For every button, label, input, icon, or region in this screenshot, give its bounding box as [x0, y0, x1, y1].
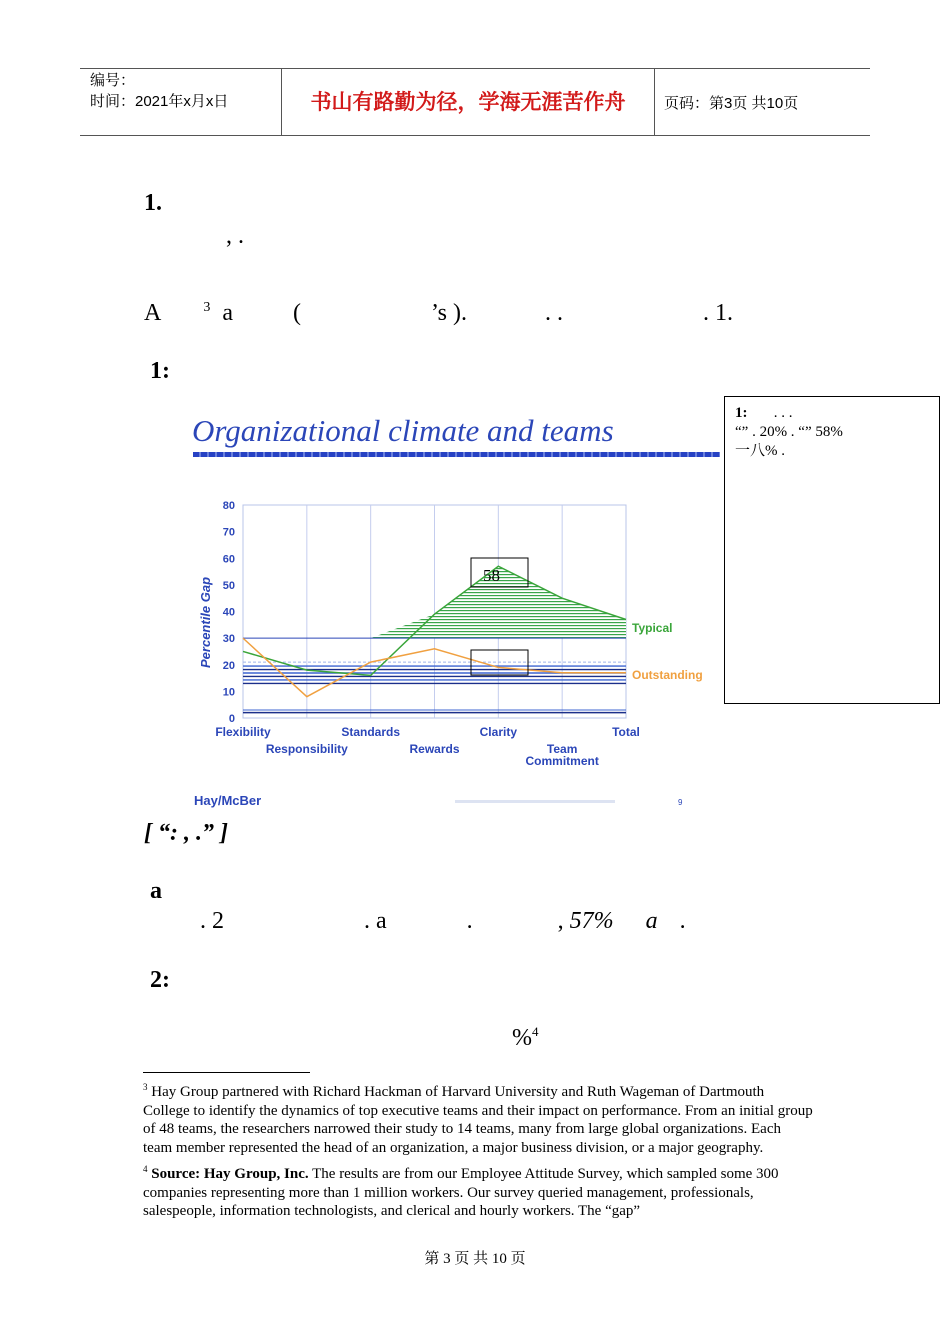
side-note-label: 1: — [735, 405, 748, 421]
header-motto: 书山有路勤为径，学海无涯苦作舟 — [310, 90, 626, 114]
header-number-label: 编号： — [90, 72, 136, 89]
footnote-text: The results are from our Employee Attitude Survey, which sampled some 300 companies representing more than 1 million workers. Our survey queried management, professionals, salespeople, information technologists, and clerical and hourly workers. The “gap” — [143, 1166, 779, 1219]
x-tick-label: Standards — [341, 725, 401, 739]
x-tick-label: Commitment — [525, 754, 599, 768]
x-tick-label: Flexibility — [215, 725, 271, 739]
body-line: , . — [226, 223, 244, 249]
header-bottom-rule — [80, 135, 870, 136]
page-footer: 第 3 页 共 10 页 — [424, 1251, 526, 1267]
body-text: . 2 — [200, 908, 224, 934]
y-tick-label: 30 — [222, 633, 235, 646]
y-tick-label: 20 — [222, 659, 235, 672]
legend-label-typical: Typical — [632, 621, 673, 635]
body-text: a — [222, 300, 233, 326]
body-text: 57% — [569, 908, 614, 934]
legend-label-outstanding: Outstanding — [632, 668, 703, 682]
y-axis-ticks — [223, 500, 235, 725]
body-text: % — [512, 1025, 532, 1051]
footnotes — [143, 1078, 813, 1224]
footnote-number: 4 — [143, 1164, 148, 1174]
header-time-label: 时间：2021年x月x日 — [90, 93, 229, 110]
footnote-number: 3 — [143, 1082, 148, 1092]
footnote — [143, 1078, 813, 1157]
chart-title: Organizational climate and teams — [192, 413, 614, 448]
body-text: . a — [364, 908, 387, 934]
para-heading: a — [150, 878, 162, 904]
body-text: . — [466, 908, 473, 934]
body-line — [512, 1024, 539, 1052]
body-text: ( — [293, 300, 301, 326]
section-heading: 1. — [144, 190, 162, 216]
footnote-text: Hay Group partnered with Richard Hackman of Harvard University and Ruth Wageman of Dartmouth College to identify the dynamics of top executive teams and their impact on performance. From an initial group of 48 teams, the researchers narrowed their study to 14 teams, many from large global organizations. Each team member represented the head of an organization, a major business division, or a major geography. — [143, 1084, 813, 1156]
x-tick-label: Clarity — [479, 725, 518, 739]
side-note-text: . . . — [773, 405, 793, 421]
y-tick-label: 0 — [228, 713, 235, 725]
header-left — [90, 70, 228, 112]
y-tick-label: 70 — [222, 526, 235, 539]
footnote-ref: 3 — [203, 300, 211, 315]
x-tick-label: Team — [546, 742, 578, 756]
x-tick-label: Responsibility — [265, 742, 348, 756]
side-note-text: “” . 20% . “” 58% — [735, 424, 843, 440]
figure-label: 2: — [150, 967, 170, 993]
figure-label: 1: — [150, 358, 170, 384]
copyright-smudge — [455, 800, 615, 803]
y-axis-title: Percentile Gap — [198, 576, 213, 668]
body-text: A — [144, 300, 162, 326]
body-text: . — [679, 908, 686, 934]
body-text: a — [645, 908, 658, 934]
chart-page-number: 9 — [678, 798, 683, 807]
chart-source-label: Hay/McBer — [194, 793, 262, 808]
body-text: . . — [545, 300, 563, 326]
chart-plot — [180, 490, 725, 820]
header-page-info: 页码：第3页 共10页 — [664, 95, 799, 112]
footnote-ref: 4 — [532, 1024, 539, 1039]
body-text: , — [557, 908, 564, 934]
y-tick-label: 40 — [222, 606, 235, 619]
chart-title-rule — [193, 452, 720, 457]
footnote-rule — [143, 1072, 310, 1073]
body-line — [144, 300, 733, 327]
y-tick-label: 10 — [222, 686, 235, 699]
body-text: . 1. — [703, 300, 733, 326]
footnote — [143, 1160, 813, 1221]
body-line — [200, 908, 686, 935]
x-tick-label: Rewards — [409, 742, 460, 756]
footnote-source: Source: Hay Group, Inc. — [151, 1166, 309, 1182]
y-tick-label: 50 — [222, 579, 235, 592]
side-note-box — [724, 396, 940, 704]
side-note-text: 一八% . — [735, 443, 785, 459]
bracket-line: [ “: , .” ] — [144, 820, 228, 846]
x-tick-label: Total — [612, 725, 640, 739]
y-tick-label: 80 — [222, 500, 235, 512]
header-divider — [654, 68, 655, 136]
y-tick-label: 60 — [222, 553, 235, 566]
body-text: ’s ). — [431, 300, 467, 326]
header-top-rule — [80, 68, 870, 69]
x-axis-labels — [215, 725, 640, 768]
annotation-value: 58 — [483, 566, 500, 585]
